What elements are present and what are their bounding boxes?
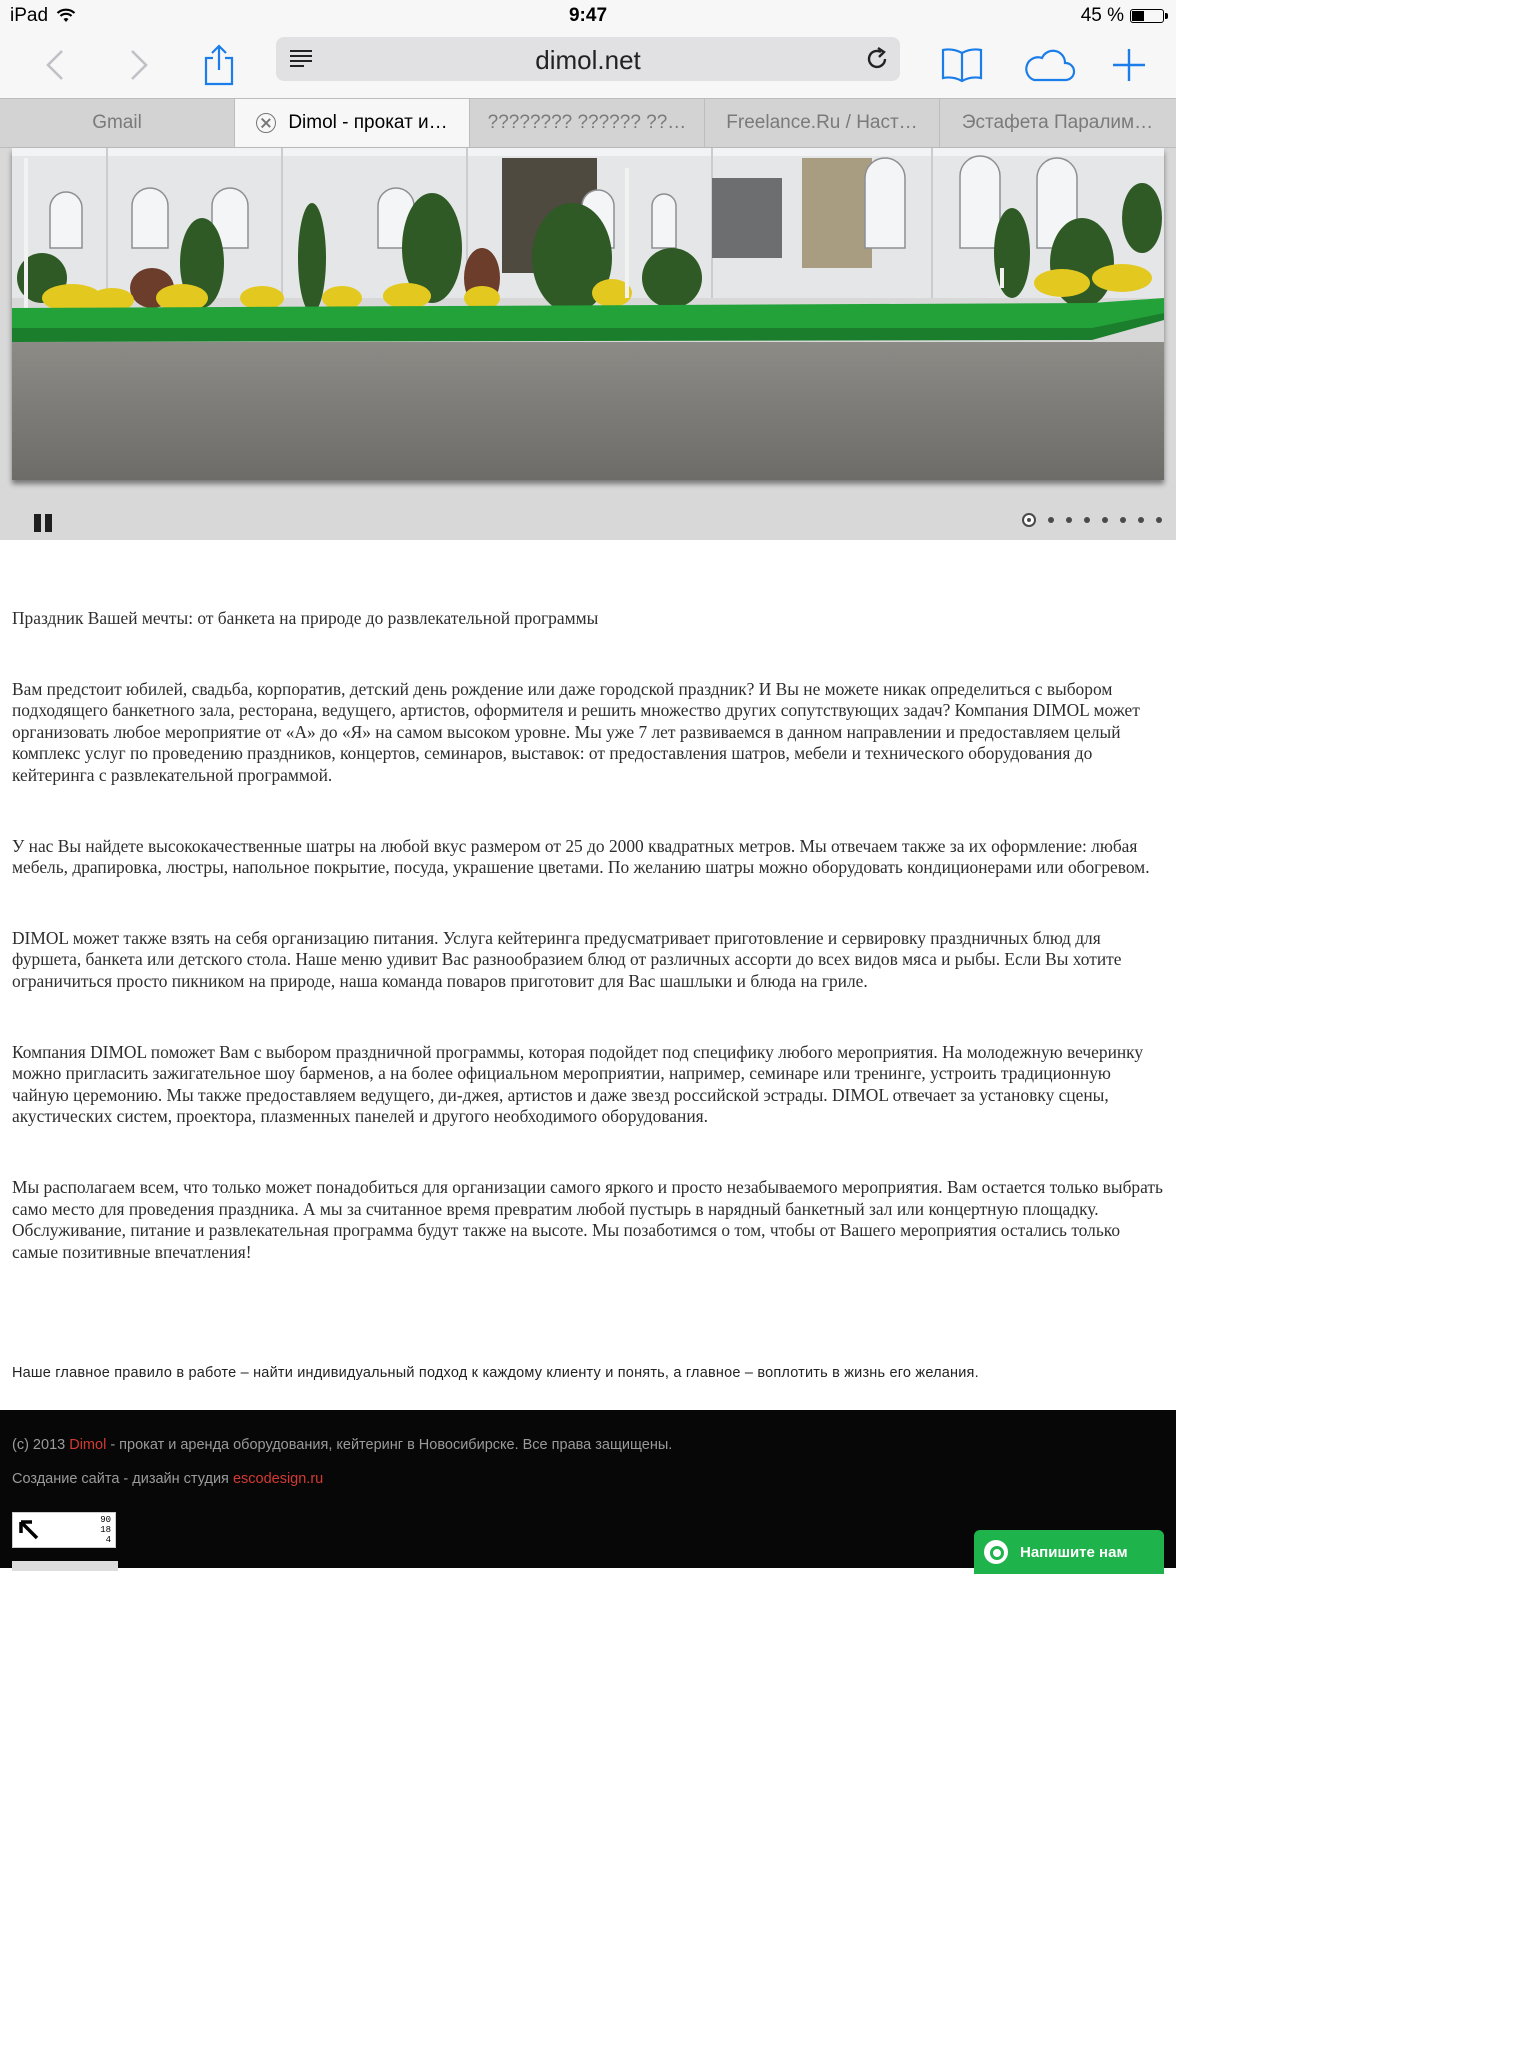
chevron-right-icon	[129, 49, 149, 81]
tab-dimol[interactable]: Dimol - прокат и…	[235, 99, 470, 147]
chat-button[interactable]	[974, 1530, 1164, 1574]
arrow-up-left-icon	[17, 1518, 41, 1542]
pause-icon	[34, 514, 41, 532]
counter-value: 18	[100, 1525, 111, 1535]
share-icon	[202, 44, 236, 86]
article-paragraph: DIMOL может также взять на себя организацию питания. Услуга кейтеринга предусматривает приготовление и сервировку праздничных блюд для фуршета, банкета или детского стола. Наше меню удивит Вас разнообразием блюд от различных ассорти до всех видов мяса и рыбы. Если Вы хотите ограничиться просто пикником на природе, наша команда поваров приготовит для Вас шашлыки и блюда на гриле.	[12, 927, 1122, 991]
back-button[interactable]	[38, 40, 72, 90]
slide-dot[interactable]	[1066, 517, 1072, 523]
article-paragraph: Вам предстоит юбилей, свадьба, корпоратив, детский день рождение или даже городской праздник? И Вы не можете никак определиться с выбором подходящего банкетного зала, ресторана, ведущего, артистов, оформителя и решить множество других сопутствующих задач? Компания DIMOL может организовать любое мероприятие от «А» до «Я» на самом высоком уровне. Мы уже 7 лет развиваемся в данном направлении и предоставляем целый комплекс услуг по проведению праздников, концертов, семинаров, выставок: от предоставления шатров, мебели и технического оборудования до кейтеринга с развлекательной программой.	[12, 678, 1140, 785]
slide-dot[interactable]	[1120, 517, 1126, 523]
slide-dot[interactable]	[1138, 517, 1144, 523]
slide-dot[interactable]	[1156, 517, 1162, 523]
copyright: (с) 2013 Dimol - прокат и аренда оборудования, кейтеринг в Новосибирске. Все права защищены.	[12, 1437, 673, 1453]
url-text: dimol.net	[535, 45, 641, 75]
tagline: Наше главное правило в работе – найти индивидуальный подход к каждому клиенту и понять, а главное – воплотить в жизнь его желания.	[12, 1365, 979, 1381]
cloud-icon	[1022, 48, 1076, 82]
chat-icon	[984, 1540, 1008, 1564]
tab-freelance[interactable]: Freelance.Ru / Наст…	[705, 99, 940, 147]
close-tab-icon[interactable]	[256, 113, 276, 133]
slide-photo[interactable]	[12, 148, 1164, 480]
battery-icon	[1130, 9, 1164, 23]
brand-link[interactable]: Dimol	[69, 1437, 107, 1453]
counter-value: 90	[100, 1515, 111, 1525]
second-counter[interactable]	[12, 1561, 118, 1571]
book-icon	[941, 47, 983, 83]
chat-button-label: Напишите нам	[1020, 1543, 1128, 1561]
article-heading: Праздник Вашей мечты: от банкета на природе до развлекательной программы	[12, 608, 599, 628]
slide-pagination	[1022, 513, 1162, 527]
article-paragraph: Мы располагаем всем, что только может понадобиться для организации самого яркого и просто незабываемого мероприятия. Вам остается только выбрать само место для проведения праздника. А мы за считанное время превратим любой пустырь в нарядный банкетный зал или концертную площадку. Обслуживание, питание и развлекательная программа будут также на высоте. Мы позаботимся о том, чтобы от Вашего мероприятия остались только самые позитивные впечатления!	[12, 1176, 1163, 1262]
forward-button[interactable]	[122, 40, 156, 90]
slide-dot[interactable]	[1048, 517, 1054, 523]
pause-button[interactable]	[34, 514, 52, 532]
battery-percent: 45 %	[1080, 5, 1124, 26]
tab-strip	[0, 98, 1176, 148]
tab-unknown[interactable]: ???????? ?????? ??…	[470, 99, 705, 147]
address-bar[interactable]	[276, 37, 900, 81]
clock: 9:47	[568, 5, 608, 26]
footer	[0, 1410, 1176, 1568]
credit: Создание сайта - дизайн студия escodesign.ru	[12, 1471, 324, 1487]
bookmarks-button[interactable]	[940, 40, 984, 90]
tab-estafeta[interactable]: Эстафета Паралим…	[961, 112, 1154, 133]
tent-photo	[12, 148, 1164, 480]
share-button[interactable]	[198, 40, 240, 90]
counter-value: 4	[105, 1535, 111, 1545]
icloud-tabs-button[interactable]	[1022, 40, 1076, 90]
article-paragraph: Компания DIMOL поможет Вам с выбором праздничной программы, которая подойдет под специфику любого мероприятия. На молодежную вечеринку можно пригласить зажигательное шоу барменов, а на более официальном мероприятии, например, семинаре или тренинге, устроить традиционную чайную церемонию. Мы также предоставляем ведущего, ди-джея, артистов и даже звезд российской эстрады. DIMOL отвечает за установку сцены, акустических систем, проектора, плазменных панелей и другого необходимого оборудования.	[12, 1041, 1144, 1127]
new-tab-button[interactable]	[1110, 40, 1148, 90]
status-bar	[0, 0, 1176, 32]
tab-gmail[interactable]: Gmail	[0, 99, 235, 147]
slide-dot[interactable]	[1102, 517, 1108, 523]
reload-icon[interactable]	[864, 46, 890, 72]
slide-dot[interactable]	[1084, 517, 1090, 523]
browser-toolbar	[0, 32, 1176, 98]
article-paragraph: У нас Вы найдете высококачественные шатры на любой вкус размером от 25 до 2000 квадратных метров. Мы отвечаем также за их оформление: любая мебель, драпировка, люстры, напольное покрытие, посуда, украшение цветами. По желанию шатры можно оборудовать кондиционерами или обогревом.	[12, 835, 1150, 878]
article-body	[12, 608, 1167, 1312]
visit-counter[interactable]	[12, 1512, 116, 1548]
studio-link[interactable]: escodesign.ru	[232, 1471, 324, 1487]
device-name: iPad	[10, 5, 49, 26]
plus-icon	[1112, 48, 1146, 82]
slide-dot[interactable]	[1022, 513, 1036, 527]
chevron-left-icon	[45, 49, 65, 81]
image-slider	[0, 148, 1176, 540]
